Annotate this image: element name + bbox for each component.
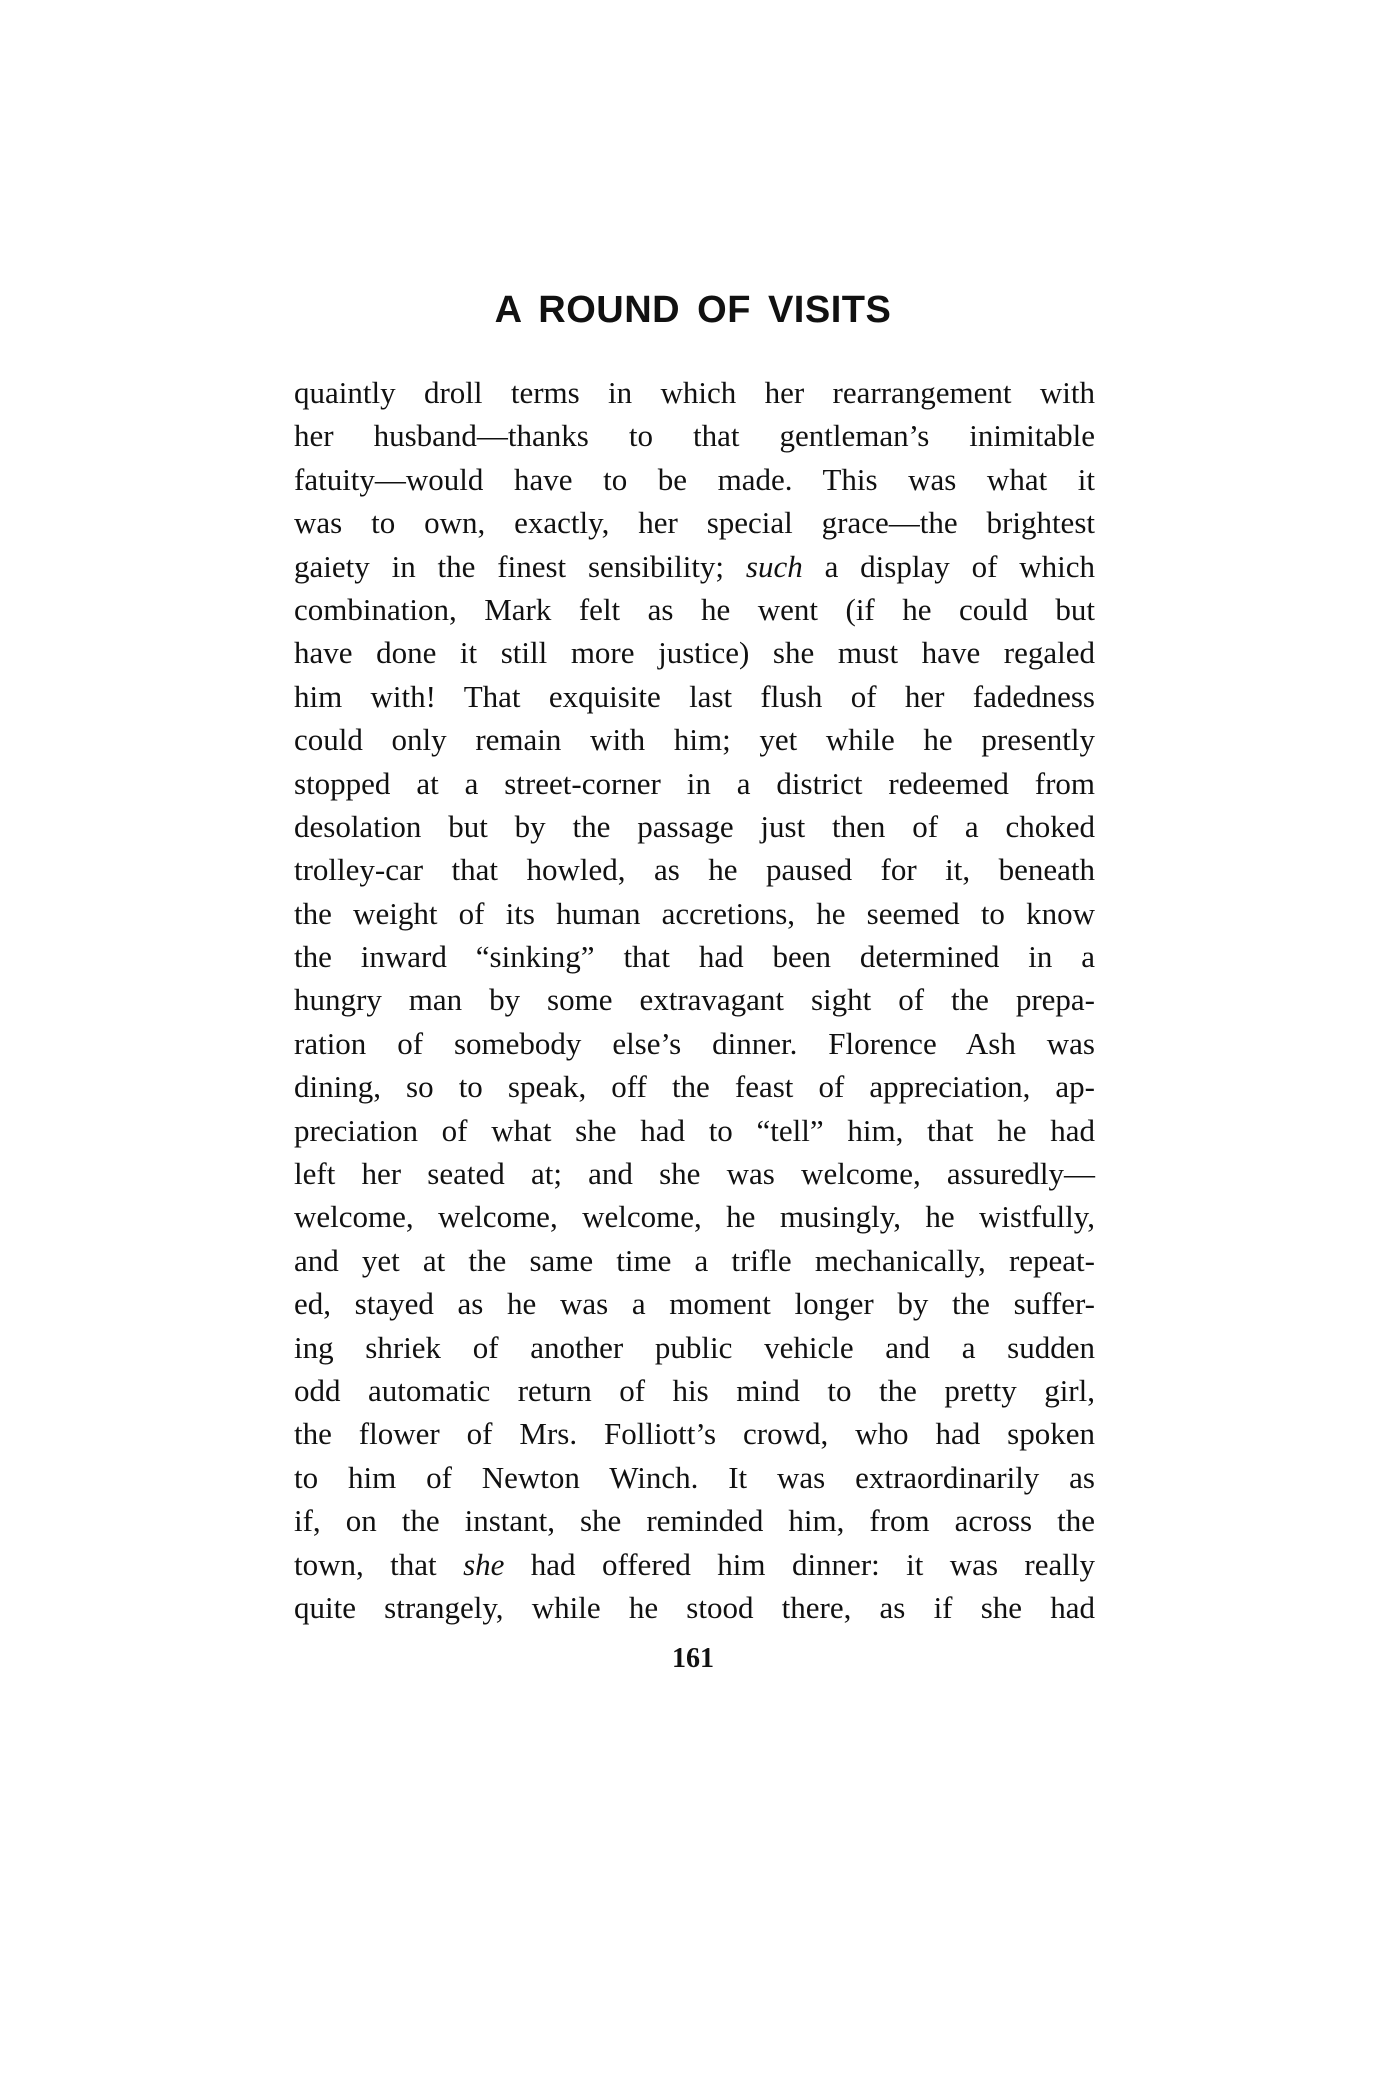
- text-segment: to him of Newton Winch. It was extraordinarily as: [294, 1459, 1095, 1495]
- text-line: [294, 1326, 1095, 1369]
- text-segment: odd automatic return of his mind to the pretty girl,: [294, 1372, 1095, 1408]
- text-line: [294, 1109, 1095, 1152]
- text-segment: desolation but by the passage just then of a choked: [294, 808, 1095, 844]
- text-segment: ration of somebody else’s dinner. Florence Ash was: [294, 1025, 1095, 1061]
- body-text: [294, 371, 1095, 1629]
- running-title: A ROUND OF VISITS: [494, 289, 892, 331]
- text-line: [294, 805, 1095, 848]
- text-segment: the weight of its human accretions, he seemed to know: [294, 895, 1095, 931]
- text-segment: quaintly droll terms in which her rearrangement with: [294, 375, 1095, 410]
- text-line: [294, 1412, 1095, 1455]
- text-segment: the inward “sinking” that had been determined in a: [294, 939, 1095, 975]
- text-line: [294, 718, 1095, 761]
- text-segment: the flower of Mrs. Folliott’s crowd, who had spoken: [294, 1416, 1095, 1452]
- text-segment: fatuity—would have to be made. This was what it: [294, 461, 1095, 497]
- text-line: [294, 675, 1095, 718]
- text-segment: preciation of what she had to “tell” him, that he had: [294, 1112, 1095, 1148]
- text-line: [294, 848, 1095, 891]
- text-line: [294, 1543, 1095, 1586]
- text-segment: have done it still more justice) she must have regaled: [294, 635, 1095, 671]
- italic-text: she: [463, 1546, 505, 1582]
- text-segment: ed, stayed as he was a moment longer by the suffer-: [294, 1286, 1095, 1322]
- text-line: [294, 545, 1095, 588]
- text-line: [294, 762, 1095, 805]
- text-line: [294, 588, 1095, 631]
- text-line: [294, 371, 1095, 414]
- text-segment: him with! That exquisite last flush of her fadedness: [294, 678, 1095, 714]
- text-segment: stopped at a street-corner in a district redeemed from: [294, 765, 1095, 801]
- text-line: [294, 1456, 1095, 1499]
- text-segment: welcome, welcome, welcome, he musingly, he wistfully,: [294, 1199, 1095, 1235]
- text-segment: a display of which: [802, 548, 1096, 584]
- text-line: [294, 892, 1095, 935]
- text-segment: ing shriek of another public vehicle and a sudden: [294, 1329, 1095, 1365]
- text-segment: had offered him dinner: it was really: [504, 1546, 1095, 1582]
- text-line: [294, 1239, 1095, 1282]
- text-segment: trolley-car that howled, as he paused for it, beneath: [294, 852, 1095, 888]
- text-segment: dining, so to speak, off the feast of appreciation, ap-: [294, 1069, 1095, 1105]
- text-line: [294, 1195, 1095, 1238]
- text-segment: town, that: [294, 1546, 464, 1582]
- text-line: [294, 1369, 1095, 1412]
- page-number: 161: [672, 1643, 714, 1674]
- text-segment: hungry man by some extravagant sight of the prepa-: [294, 982, 1095, 1018]
- text-line: [294, 501, 1095, 544]
- text-segment: if, on the instant, she reminded him, from across the: [294, 1503, 1095, 1539]
- text-line: [294, 1022, 1095, 1065]
- text-segment: gaiety in the finest sensibility;: [294, 548, 746, 584]
- text-line: [294, 631, 1095, 674]
- text-line: [294, 458, 1095, 501]
- text-segment: and yet at the same time a trifle mechanically, repeat-: [294, 1242, 1095, 1278]
- text-line: [294, 1586, 1095, 1629]
- text-segment: was to own, exactly, her special grace—the brightest: [294, 505, 1095, 541]
- text-line: [294, 1152, 1095, 1195]
- text-line: [294, 978, 1095, 1021]
- text-line: [294, 1499, 1095, 1542]
- text-line: [294, 1282, 1095, 1325]
- text-line: [294, 935, 1095, 978]
- text-line: [294, 414, 1095, 457]
- text-line: [294, 1065, 1095, 1108]
- text-segment: combination, Mark felt as he went (if he could but: [294, 591, 1095, 627]
- italic-text: such: [745, 548, 803, 584]
- text-segment: her husband—thanks to that gentleman’s inimitable: [294, 418, 1095, 454]
- text-segment: could only remain with him; yet while he presently: [294, 722, 1095, 758]
- text-segment: left her seated at; and she was welcome, assuredly—: [294, 1156, 1095, 1192]
- text-segment: quite strangely, while he stood there, as if she had: [294, 1589, 1095, 1625]
